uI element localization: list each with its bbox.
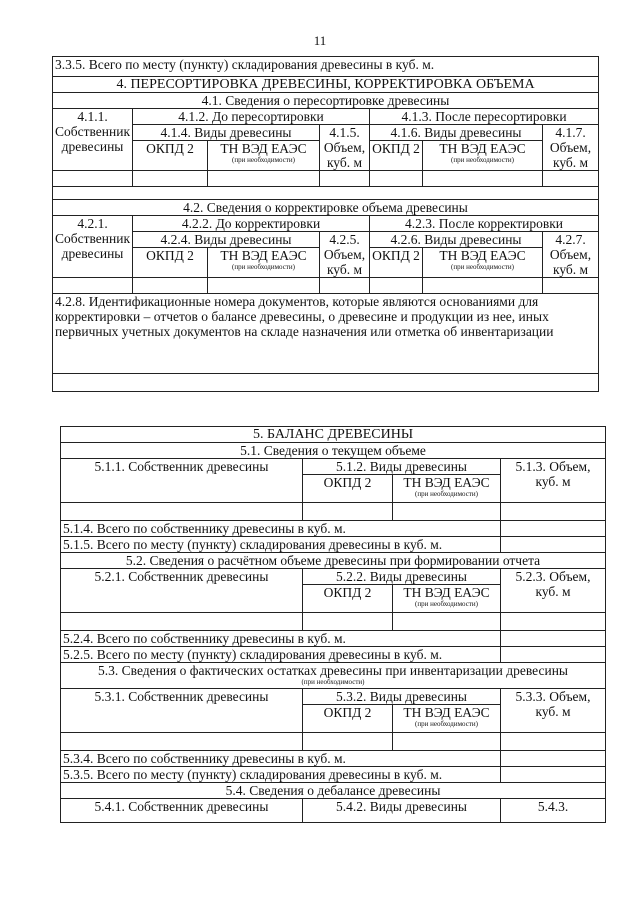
- tnved-header: ТН ВЭД ЕАЭС (при необходимости): [208, 141, 320, 171]
- tnved-header-after: ТН ВЭД ЕАЭС (при необходимости): [423, 141, 543, 171]
- empty-cell[interactable]: [543, 278, 599, 294]
- empty-cell[interactable]: [393, 733, 501, 751]
- row-4-2-8-doc-ids: 4.2.8. Идентификационные номера документов, которые являются основаниями для корректировки – отчетов о балансе древесины, о древесине и продукции из нее, иных первичных учетных документов на складе назначения или отметка об инвентаризации: [53, 294, 599, 374]
- col-5-1-3-volume: 5.1.3. Объем, куб. м: [501, 459, 606, 503]
- section-5-title: 5. БАЛАНС ДРЕВЕСИНЫ: [61, 427, 606, 443]
- empty-cell[interactable]: [501, 647, 606, 663]
- col-5-1-1-owner: 5.1.1. Собственник древесины: [61, 459, 303, 503]
- empty-cell[interactable]: [370, 171, 423, 187]
- row-5-3-4-total-owner: 5.3.4. Всего по собственнику древесины в куб. м.: [61, 751, 501, 767]
- row-5-2-4-total-owner: 5.2.4. Всего по собственнику древесины в куб. м.: [61, 631, 501, 647]
- empty-cell[interactable]: [423, 171, 543, 187]
- col-5-2-3-volume: 5.2.3. Объем, куб. м: [501, 569, 606, 613]
- okpd-header: ОКПД 2: [133, 141, 208, 171]
- okpd-header-after: ОКПД 2: [370, 141, 423, 171]
- section-5-4-title: 5.4. Сведения о дебалансе древесины: [61, 783, 606, 799]
- col-5-3-1-owner: 5.3.1. Собственник древесины: [61, 689, 303, 733]
- empty-cell[interactable]: [501, 521, 606, 537]
- spacer-row: [53, 187, 599, 200]
- row-5-2-5-total-place: 5.2.5. Всего по месту (пункту) складирования древесины в куб. м.: [61, 647, 501, 663]
- col-4-1-1-owner: 4.1.1. Собственник древесины: [53, 109, 133, 171]
- col-4-1-6-kinds: 4.1.6. Виды древесины: [370, 125, 543, 141]
- col-5-4-3-volume: 5.4.3.: [501, 799, 606, 823]
- section-4-1-title: 4.1. Сведения о пересортировке древесины: [53, 93, 599, 109]
- empty-cell[interactable]: [501, 733, 606, 751]
- empty-cell[interactable]: [53, 171, 133, 187]
- section-5-2-title: 5.2. Сведения о расчётном объеме древесины при формировании отчета: [61, 553, 606, 569]
- okpd-header: ОКПД 2: [303, 585, 393, 613]
- col-4-2-4-kinds: 4.2.4. Виды древесины: [133, 232, 320, 248]
- empty-cell[interactable]: [133, 171, 208, 187]
- col-4-1-3-after: 4.1.3. После пересортировки: [370, 109, 599, 125]
- empty-cell[interactable]: [208, 278, 320, 294]
- empty-cell[interactable]: [61, 733, 303, 751]
- col-4-2-3-after: 4.2.3. После корректировки: [370, 216, 599, 232]
- okpd-header: ОКПД 2: [303, 475, 393, 503]
- empty-cell[interactable]: [53, 278, 133, 294]
- col-5-1-2-kinds: 5.1.2. Виды древесины: [303, 459, 501, 475]
- section-4-title: 4. ПЕРЕСОРТИРОВКА ДРЕВЕСИНЫ, КОРРЕКТИРОВКА ОБЪЕМА: [53, 77, 599, 93]
- empty-cell[interactable]: [501, 503, 606, 521]
- col-4-2-2-before: 4.2.2. До корректировки: [133, 216, 370, 232]
- empty-cell[interactable]: [61, 613, 303, 631]
- empty-cell[interactable]: [393, 613, 501, 631]
- empty-cell[interactable]: [501, 631, 606, 647]
- col-4-2-1-owner: 4.2.1. Собственник древесины: [53, 216, 133, 278]
- section-5-3-title: 5.3. Сведения о фактических остатках древесины при инвентаризации древесины (при необходимости): [61, 663, 606, 689]
- okpd-header-after: ОКПД 2: [370, 248, 423, 278]
- col-5-2-2-kinds: 5.2.2. Виды древесины: [303, 569, 501, 585]
- row-5-1-5-total-place: 5.1.5. Всего по месту (пункту) складирования древесины в куб. м.: [61, 537, 501, 553]
- empty-cell[interactable]: [303, 733, 393, 751]
- col-5-2-1-owner: 5.2.1. Собственник древесины: [61, 569, 303, 613]
- empty-row[interactable]: [53, 374, 599, 392]
- col-5-3-2-kinds: 5.3.2. Виды древесины: [303, 689, 501, 705]
- section-4-2-title: 4.2. Сведения о корректировке объема древесины: [53, 200, 599, 216]
- col-5-4-2-kinds: 5.4.2. Виды древесины: [303, 799, 501, 823]
- section-5-table: [60, 426, 605, 823]
- empty-cell[interactable]: [303, 613, 393, 631]
- empty-cell[interactable]: [370, 278, 423, 294]
- okpd-header: ОКПД 2: [303, 705, 393, 733]
- col-4-1-7-volume: 4.1.7. Объем, куб. м: [543, 125, 599, 171]
- tnved-header: ТН ВЭД ЕАЭС (при необходимости): [393, 585, 501, 613]
- empty-cell[interactable]: [501, 537, 606, 553]
- page-number: 11: [313, 33, 327, 48]
- col-4-2-6-kinds: 4.2.6. Виды древесины: [370, 232, 543, 248]
- section-5-1-title: 5.1. Сведения о текущем объеме: [61, 443, 606, 459]
- col-4-1-2-before: 4.1.2. До пересортировки: [133, 109, 370, 125]
- empty-cell[interactable]: [133, 278, 208, 294]
- empty-cell[interactable]: [303, 503, 393, 521]
- col-4-1-5-volume: 4.1.5. Объем, куб. м: [320, 125, 370, 171]
- empty-cell[interactable]: [320, 171, 370, 187]
- okpd-header: ОКПД 2: [133, 248, 208, 278]
- tnved-header-after: ТН ВЭД ЕАЭС (при необходимости): [423, 248, 543, 278]
- col-4-2-7-volume: 4.2.7. Объем, куб. м: [543, 232, 599, 278]
- section-4-table: [52, 56, 598, 392]
- empty-cell[interactable]: [320, 278, 370, 294]
- empty-cell[interactable]: [393, 503, 501, 521]
- empty-cell[interactable]: [61, 503, 303, 521]
- empty-cell[interactable]: [501, 613, 606, 631]
- col-5-3-3-volume: 5.3.3. Объем, куб. м: [501, 689, 606, 733]
- empty-cell[interactable]: [501, 767, 606, 783]
- row-5-1-4-total-owner: 5.1.4. Всего по собственнику древесины в куб. м.: [61, 521, 501, 537]
- row-5-3-5-total-place: 5.3.5. Всего по месту (пункту) складирования древесины в куб. м.: [61, 767, 501, 783]
- row-3-3-5: 3.3.5. Всего по месту (пункту) складирования древесины в куб. м.: [53, 57, 599, 77]
- col-5-4-1-owner: 5.4.1. Собственник древесины: [61, 799, 303, 823]
- empty-cell[interactable]: [208, 171, 320, 187]
- tnved-header: ТН ВЭД ЕАЭС (при необходимости): [208, 248, 320, 278]
- tnved-header: ТН ВЭД ЕАЭС (при необходимости): [393, 705, 501, 733]
- empty-cell[interactable]: [501, 751, 606, 767]
- empty-cell[interactable]: [543, 171, 599, 187]
- col-4-1-4-kinds: 4.1.4. Виды древесины: [133, 125, 320, 141]
- col-4-2-5-volume: 4.2.5. Объем, куб. м: [320, 232, 370, 278]
- tnved-header: ТН ВЭД ЕАЭС (при необходимости): [393, 475, 501, 503]
- empty-cell[interactable]: [423, 278, 543, 294]
